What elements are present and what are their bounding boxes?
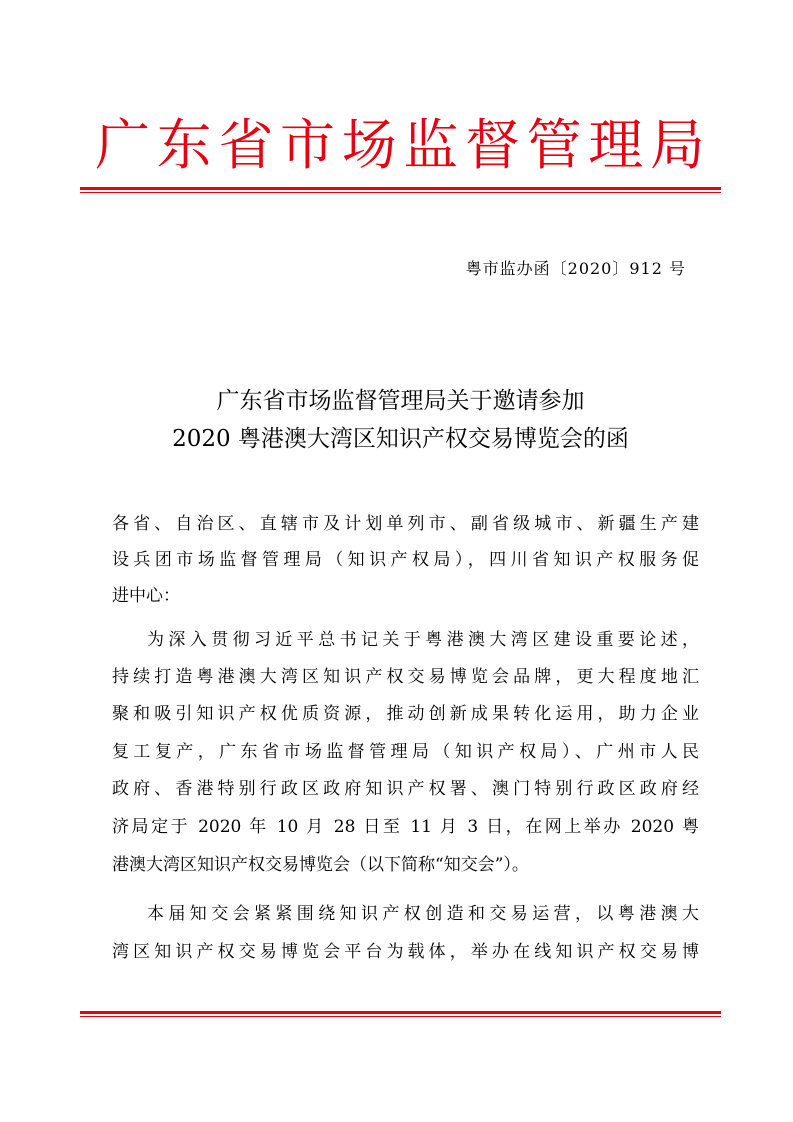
- body-text-line: 为深入贯彻习近平总书记关于粤港澳大湾区建设重要论述，: [147, 630, 699, 650]
- document-title-line-2: 2020 粤港澳大湾区知识产权交易博览会的函: [172, 426, 629, 452]
- body-text-line: 湾区知识产权交易博览会平台为载体，举办在线知识产权交易博: [112, 942, 699, 962]
- document-title-line-1: 广东省市场监督管理局关于邀请参加: [216, 388, 585, 414]
- body-text-line: 本届知交会紧紧围绕知识产权创造和交易运营，以粤港澳大: [147, 904, 699, 924]
- header-char: 监: [403, 113, 459, 177]
- header-char: 市: [279, 113, 335, 177]
- header-char: 场: [341, 113, 397, 177]
- body-text-line: 进中心：: [112, 586, 180, 606]
- divider-thin-line: [80, 1016, 721, 1017]
- document-number: 粤市监办函〔2020〕912 号: [465, 259, 686, 278]
- body-text-line: 政府、香港特别行政区政府知识产权署、澳门特别行政区政府经: [112, 779, 699, 799]
- divider-thick-line: [80, 1011, 721, 1014]
- header-char: 管: [526, 113, 582, 177]
- header-char: 督: [464, 113, 520, 177]
- body-text-line: 港澳大湾区知识产权交易博览会（以下简称“知交会”）。: [112, 855, 529, 875]
- header-char: 局: [649, 113, 705, 177]
- footer-divider: [80, 1011, 721, 1017]
- header-char: 广: [95, 113, 151, 177]
- divider-thick-line: [80, 187, 721, 190]
- body-text-line: 复工复产，广东省市场监督管理局（知识产权局）、广州市人民: [112, 742, 699, 762]
- body-text-line: 各省、自治区、直辖市及计划单列市、副省级城市、新疆生产建: [112, 514, 699, 534]
- header-char: 理: [588, 113, 644, 177]
- divider-thin-line: [80, 192, 721, 193]
- body-text-line: 设兵团市场监督管理局（知识产权局），四川省知识产权服务促: [112, 550, 699, 570]
- body-text-line: 持续打造粤港澳大湾区知识产权交易博览会品牌，更大程度地汇: [112, 667, 699, 687]
- header-char: 东: [156, 113, 212, 177]
- header-char: 省: [218, 113, 274, 177]
- issuing-authority-header: [95, 107, 705, 183]
- body-text-line: 聚和吸引知识产权优质资源，推动创新成果转化运用，助力企业: [112, 704, 699, 724]
- body-text-line: 济局定于 2020 年 10 月 28 日至 11 月 3 日，在网上举办 2020 粤: [112, 817, 699, 837]
- header-divider: [80, 187, 721, 193]
